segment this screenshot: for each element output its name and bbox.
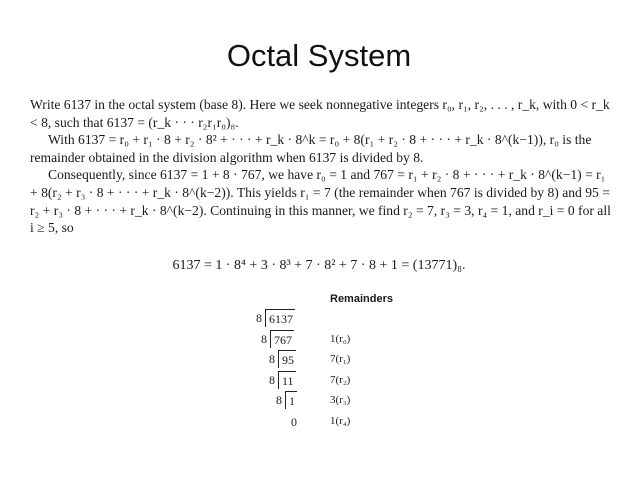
dividend: 95 (278, 350, 296, 368)
final-quotient: 0 (291, 414, 297, 429)
body-text (30, 96, 614, 237)
divisor: 8 (256, 311, 262, 325)
dividend: 767 (270, 330, 294, 348)
result-equation: 6137 = 1 · 8⁴ + 3 · 8³ + 7 · 8² + 7 · 8 + 1 = (13771)₈. (172, 258, 466, 273)
remainder: 1(r₀) (330, 332, 351, 345)
division-row (250, 391, 390, 412)
division-row (250, 371, 390, 392)
division-row (250, 330, 390, 351)
division-row (250, 309, 390, 330)
division-row-final (250, 412, 390, 433)
dividend: 6137 (265, 309, 295, 327)
paragraph-consequently: Consequently, since 6137 = 1 + 8 · 767, we have r₀ = 1 and 767 = r₁ + r₂ · 8 + · · · + r_k · 8^(k−1) = r₁ + 8(r₂ + r₃ · 8 + · · · + r_k · 8^(k−2)). This yields r₁ = 7 (the remainder when 767 is divided by 8) and 95 = r₂ + r₃ · 8 + · · · + r_k · 8^(k−2). Continuing in this manner, we find r₂ = 7, r₃ = 3, r₄ = 1, and r_i = 0 for all i ≥ 5, so (30, 167, 611, 236)
division-table (250, 309, 390, 432)
paragraph-intro: Write 6137 in the octal system (base 8). Here we seek nonnegative integers r₀, r₁, r₂, . . . , r_k, with 0 < r_k < 8, such that 6137 = (r_k · · · r₂r₁r₀)₈. (30, 97, 610, 130)
remainders-header: Remainders (330, 293, 393, 305)
slide-title: Octal System (226, 38, 412, 73)
divisor: 8 (261, 331, 267, 346)
dividend: 11 (278, 371, 296, 389)
remainder: 3(r₃) (330, 394, 351, 406)
divisor: 8 (269, 352, 275, 366)
divisor: 8 (269, 372, 275, 387)
division-row (250, 350, 390, 371)
remainder: 7(r₂) (330, 373, 351, 386)
dividend: 1 (285, 391, 297, 409)
remainder: 1(r₄) (330, 414, 351, 427)
divisor: 8 (276, 393, 282, 407)
remainder: 7(r₁) (330, 353, 351, 365)
paragraph-expansion: With 6137 = r₀ + r₁ · 8 + r₂ · 8² + · · · + r_k · 8^k = r₀ + 8(r₁ + r₂ · 8 + · · · + r_k · 8^(k−1)), r₀ is the remainder obtained in the division algorithm when 6137 is divided by 8. (30, 132, 592, 165)
